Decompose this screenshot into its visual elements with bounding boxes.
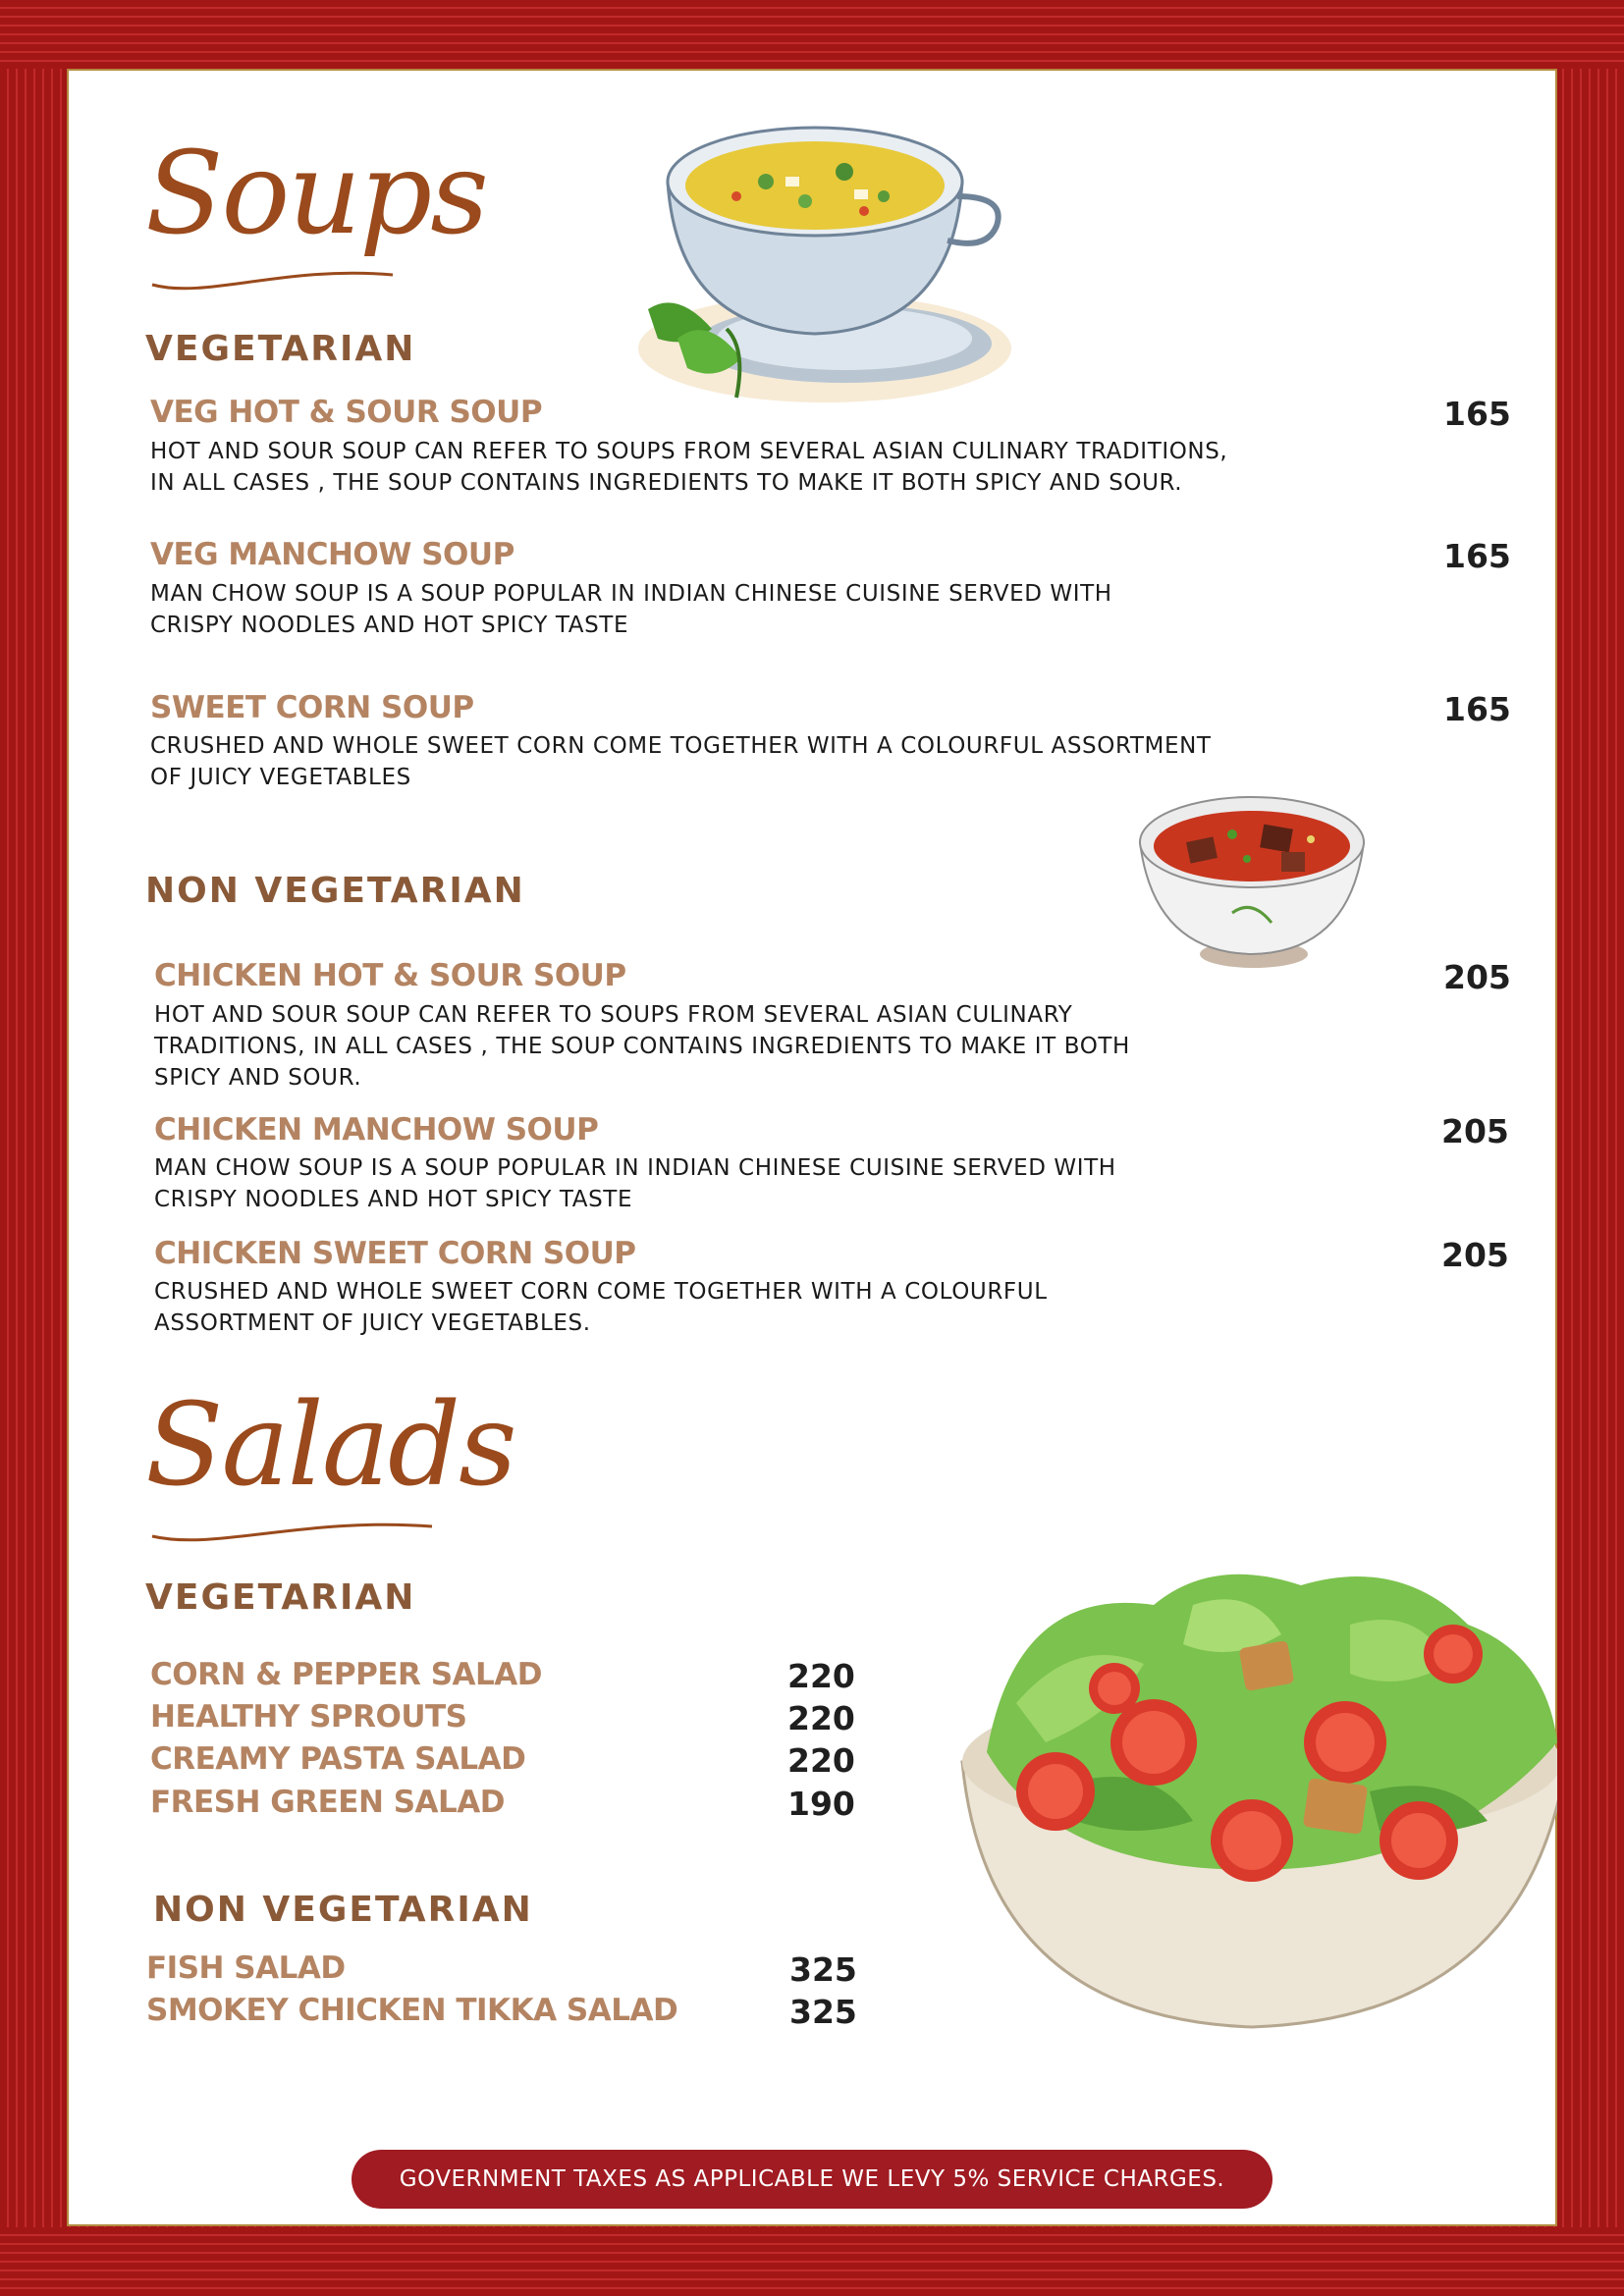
menu-item-name: CORN & PEPPER SALAD bbox=[150, 1657, 543, 1692]
menu-item-name: HEALTHY SPROUTS bbox=[150, 1699, 467, 1735]
menu-item-price: 325 bbox=[789, 1950, 857, 1989]
menu-item-name: FRESH GREEN SALAD bbox=[150, 1785, 505, 1820]
menu-item-description: CRUSHED AND WHOLE SWEET CORN COME TOGETHER WITH A COLOURFUL ASSORTMENT OF JUICY VEGETABLES. bbox=[154, 1279, 1048, 1336]
red-soup-bowl-illustration bbox=[1134, 785, 1370, 972]
menu-item-name: SWEET CORN SOUP bbox=[150, 690, 474, 725]
menu-item-name: VEG MANCHOW SOUP bbox=[150, 537, 514, 572]
menu-item-price: 325 bbox=[789, 1993, 857, 2031]
soups-title: Soups bbox=[145, 128, 487, 260]
salads-nonveg-heading: NON VEGETARIAN bbox=[153, 1890, 533, 1930]
menu-item-price: 205 bbox=[1441, 1236, 1509, 1274]
soups-veg-heading: VEGETARIAN bbox=[145, 329, 416, 369]
menu-item-description: HOT AND SOUR SOUP CAN REFER TO SOUPS FROM SEVERAL ASIAN CULINARY TRADITIONS, IN ALL CASES , THE SOUP CONTAINS INGREDIENTS TO MAKE IT BOTH SPICY AND SOUR. bbox=[150, 439, 1228, 496]
menu-item-name: FISH SALAD bbox=[146, 1950, 346, 1986]
soups-nonveg-heading: NON VEGETARIAN bbox=[145, 871, 525, 911]
salads-title: Salads bbox=[145, 1379, 515, 1512]
menu-item-name: SMOKEY CHICKEN TIKKA SALAD bbox=[146, 1993, 678, 2028]
menu-item-description: MAN CHOW SOUP IS A SOUP POPULAR IN INDIAN CHINESE CUISINE SERVED WITH CRISPY NOODLES AND HOT SPICY TASTE bbox=[154, 1155, 1116, 1212]
menu-item-price: 220 bbox=[787, 1657, 855, 1695]
salads-veg-heading: VEGETARIAN bbox=[145, 1577, 416, 1618]
menu-item-description: CRUSHED AND WHOLE SWEET CORN COME TOGETHER WITH A COLOURFUL ASSORTMENT OF JUICY VEGETABLES bbox=[150, 733, 1212, 790]
menu-item-name: CHICKEN SWEET CORN SOUP bbox=[154, 1236, 636, 1271]
salads-title-flourish bbox=[147, 1507, 442, 1556]
menu-item-price: 220 bbox=[787, 1699, 855, 1737]
menu-border-top bbox=[0, 0, 1624, 69]
menu-item-price: 190 bbox=[787, 1785, 855, 1823]
menu-item-name: CREAMY PASTA SALAD bbox=[150, 1741, 526, 1777]
salad-bowl-illustration bbox=[957, 1546, 1557, 2037]
soups-title-flourish bbox=[147, 255, 403, 304]
menu-item-price: 165 bbox=[1443, 395, 1511, 433]
menu-item-price: 220 bbox=[787, 1741, 855, 1780]
service-charge-note: GOVERNMENT TAXES AS APPLICABLE WE LEVY 5% SERVICE CHARGES. bbox=[352, 2150, 1272, 2209]
soup-bowl-illustration bbox=[619, 103, 1031, 417]
menu-item-price: 165 bbox=[1443, 690, 1511, 728]
menu-border-bottom bbox=[0, 2227, 1624, 2296]
menu-item-price: 205 bbox=[1443, 958, 1511, 996]
menu-item-price: 205 bbox=[1441, 1112, 1509, 1150]
menu-item-price: 165 bbox=[1443, 537, 1511, 575]
menu-item-description: MAN CHOW SOUP IS A SOUP POPULAR IN INDIAN CHINESE CUISINE SERVED WITH CRISPY NOODLES AND HOT SPICY TASTE bbox=[150, 581, 1112, 638]
menu-item-name: CHICKEN HOT & SOUR SOUP bbox=[154, 958, 626, 993]
menu-item-name: VEG HOT & SOUR SOUP bbox=[150, 395, 543, 430]
menu-item-description: HOT AND SOUR SOUP CAN REFER TO SOUPS FROM SEVERAL ASIAN CULINARY TRADITIONS, IN ALL CASES , THE SOUP CONTAINS INGREDIENTS TO MAKE IT BOTH SPICY AND SOUR. bbox=[154, 1002, 1130, 1091]
menu-item-name: CHICKEN MANCHOW SOUP bbox=[154, 1112, 599, 1148]
